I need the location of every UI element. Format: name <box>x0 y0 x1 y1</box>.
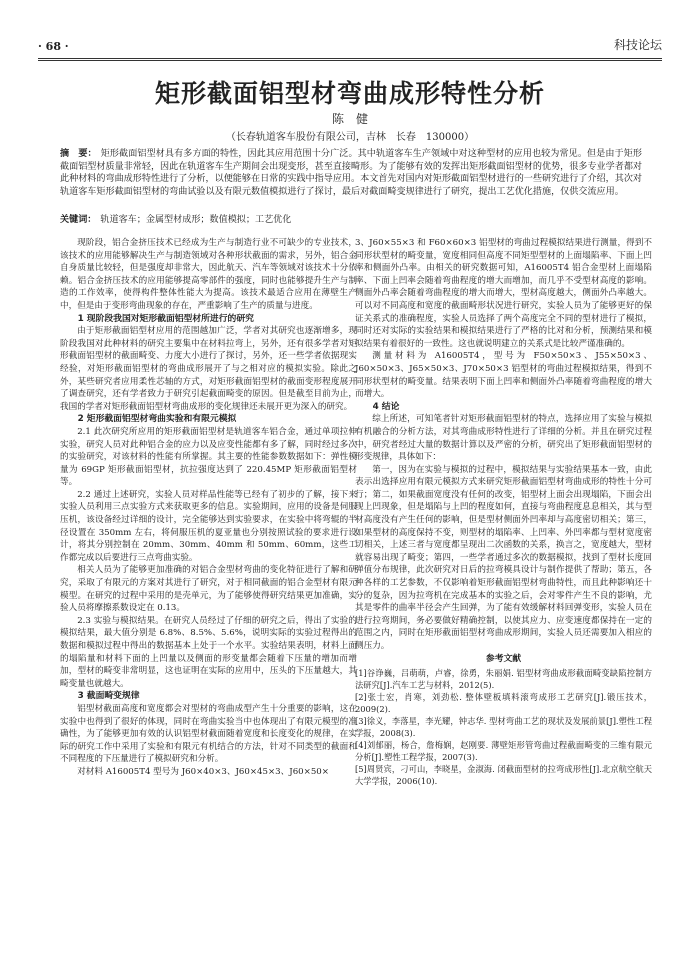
header-rule-top <box>38 58 662 59</box>
keywords-text: 轨道客车；金属型材成形；数值模拟；工艺优化 <box>100 215 292 225</box>
references-list <box>355 667 652 787</box>
paragraph: 第一，因为在实验与模拟的过程中，模拟结果与实验结果基本一致，由此表示出选择应用有限元模拟方式来研究矩形截面铝型材弯曲成形的特性十分可行；第二，如果截面宽度没有任何的改变，铝型材上面会出现塌陷，下面会出现上凹现象，但是塌陷与上凹的程度如何，直接与弯曲程度息息相关，其与型材高度没有产生任何的影响，但是型材侧面外凹率却与高度密切相关；第三，如果型材的高度保持不变，则型材的塌陷率、上凹率、外凹率都与型材宽度密切相关，上述三者与宽度都呈现出二次函数的关系，换言之，宽度越大，型材就容易出现了畸变；第四，一些学者通过多次的数据模拟，找到了型材长度回弹值分布规律，此次研究对日后的拉弯模具设计与制作提供了帮助；第五，各种各样的工艺参数，不仅影响着矩形截面铝型材弯曲特性，而且此种影响还十分的复杂，因为拉弯机在完成基本的实验之后，会对零件产生不良的影响，尤其是零件的曲率半径会产生回弹，为了能有效缓解材料回弹变形，实验人员在进行拉弯期间，务必要做好精确控制，以使其应力、应变速度都保持在一定的范围之内，同时在矩形截面铝型材弯曲成形期间，实验人员还需要加入相应的侧压力。 <box>355 464 652 651</box>
section-heading-2: 2 矩形截面铝型材弯曲实验和有限元模拟 <box>77 414 237 425</box>
section-heading-1: 1 现阶段我国对矩形截面铝型材所进行的研究 <box>77 313 254 324</box>
page-number: · 68 · <box>38 40 69 53</box>
paragraph: 综上所述，可知笔者针对矩形截面铝型材的特点，选择应用了实验与模拟有机融合的分析方法，对其弯曲成形特性进行了详细的分析。并且在研究过程中，研究者经过大量的数据计算以及严密的分析，研究出了矩形截面铝型材的形变规律，具体如下： <box>355 414 652 463</box>
reference-item: [1]谷诤巍，吕萌萌，卢睿，徐勇，朱丽娟. 铝型材弯曲成形截面畸变缺陷控制方法研究[J].汽车工艺与材料，2012(5). <box>355 668 652 691</box>
abstract-text: 矩形截面铝型材具有多方面的特性，因此其应用范围十分广泛。其中轨道客车生产领域中对这种型材的应用也较为常见。但是由于矩形截面铝型材质量非常轻，因此在轨道客车生产期间会出现变形，甚至直接畸形。为了能够有效的发挥出矩形截面铝型材的优势，很多专业学者都对此种材料的弯曲成形特性进行了分析，以便能够在日常的实践中指导应用。本文首先对国内对矩形截面铝型材进行的一些研究进行了介绍，其次对轨道客车矩形截面铝型材的弯曲试验以及有限元数值模拟进行了探讨，最后对截面畸变规律进行了研究，提出工艺优化措施，仅供交流应用。 <box>60 149 643 197</box>
reference-item: [4]刘郁丽，杨合，詹梅娴，赵刚要. 薄壁矩形管弯曲过程截面畸变的三维有限元分析[J].塑性工程学报，2007(3). <box>355 740 652 763</box>
abstract-label: 摘 要： <box>60 149 97 159</box>
paragraph: 2.1 此次研究所应用的矩形截面铝型材是轨道客车铝合金，通过单项拉伸实验，研究人员对此种铝合金的应力以及应变性能都有多了解，同时经过多次的实验研究，对该材料的性能有所掌握。其主要的性能参数数据如下：弹性模量为 69GP 矩形截面铝型材，抗拉强度达到了 220.45MP 矩形截面铝型材等。 <box>60 426 357 488</box>
paragraph: 2.2 通过上述研究，实验人员对样品性能等已经有了初步的了解，接下来实验人员利用三点实验方式来获取更多的信息。实验期间，应用的设备是伺服压机，该设备经过详细的设计，完全能够达到实验要求，在实验中将弯辊的半径设置在 350mm 左右，将伺服压机的夏亚量也分别按照试验的要求进行设计，将其分别控制在 20mm、30mm、40mm 和 50mm、60mm，这些工作都完成以后要进行三点弯曲实验。 <box>60 489 357 563</box>
running-header <box>38 36 662 56</box>
paragraph: 现阶段，铝合金挤压技术已经成为生产与制造行业不可缺少的专业技术，该技术的应用能够解决生产与制造领域对各种形状截面的需求，另外，铝合金自身质量比较轻，但是强度却非常大，因此航天、汽车等领域对该技术十分依赖。铝合金挤压技术的应用能够提高零部件的强度，同时也能够提升生产与制造的工作效率，使得构件整体性能大为提高。该技术最适合应用在薄壁生产中，但是由于变形弯曲现象的存在，严重影响了生产的质量与进度。 <box>60 238 357 311</box>
section-heading-4: 4 结论 <box>372 401 400 412</box>
paragraph: 测量材料为 A16005T4，型号为 F50×50×3、J55×50×3、J60×50×3、J65×50×3、J70×50×3 铝型材的弯曲过程模拟结果，得到不同形状型材的畸变量。结果表明下面上凹率和侧面外凸率随着弯曲程度的增大而增大。 <box>355 351 652 400</box>
reference-item: [3]徐义，李落星，李光耀，钟志华. 型材弯曲工艺的现状及发展前景[J].塑性工程学报，2008(3). <box>355 716 652 739</box>
paragraph: 相关人员为了能够更加准确的对铝合金型材弯曲的变化特征进行了解和研究，采取了有限元的方案对其进行了研究，对于相同截面的铝合金型材有限元模型。在研究的过程中采用的是壳单元，为了能够使得研究结果更加准确，实验人员将摩擦系数设定在 0.13。 <box>60 565 357 614</box>
keywords-label: 关键词： <box>60 215 97 225</box>
left-column <box>60 237 357 779</box>
paragraph: 对材料 A16005T4 型号为 J60×40×3、J60×45×3、J60×50× <box>77 766 329 777</box>
keywords <box>60 212 642 225</box>
reference-item: [5]周贤宾，刁可山，李晓星，金淑海. 闭截面型材的拉弯成形性[J].北京航空航天大学学报，2006(10). <box>355 764 652 787</box>
right-column <box>355 237 652 787</box>
author: 陈 健 <box>331 112 368 126</box>
section-heading-3: 3 截面畸变规律 <box>77 691 140 702</box>
affiliation: （长春轨道客车股份有限公司，吉林 长春 130000） <box>225 132 475 143</box>
references-heading: 参考文献 <box>485 653 522 664</box>
reference-item: [2]张士宏，肖寒，刘劲松. 整体壁板填料滚弯成形工艺研究[J].锻压技术，2009(2). <box>355 692 652 715</box>
paragraph: 铝型材截面高度和宽度都会对型材的弯曲成型产生十分重要的影响，这在实验中也得到了很好的体现，同时在弯曲实验当中也体现出了有限元模型的准确性，为了能够更加有效的认识铝型材截面随着宽度和长度变化的规律，在实际的研究工作中采用了实验和有限元有机结合的方法，针对不同类型的截面和不同程度的下压量进行了模拟研究和分析。 <box>60 703 357 765</box>
paragraph: 由于矩形截面铝型材应用的范围越加广泛，学者对其研究也逐渐增多，现阶段我国对此种材料的研究主要集中在材料拉弯上，另外，还有很多学者对矩形截面铝型材的截面畸变、力度大小进行了探讨，另外，还一些学者依据现实经验，对矩形截面铝型材的弯曲成形展开了与之相对应的模拟实验。除此之外，某些研究者应用柔性芯轴的方式，对矩形截面铝型材的截面变形程度展开了调查研究，还有学者致力于研究引起截面畸变的原因。但是截至目前为止，我国的学者对矩形截面铝型材弯曲成形的变化规律还未展开更为深入的研究。 <box>60 326 357 412</box>
header-rule-bottom <box>38 60 662 61</box>
abstract <box>60 148 642 198</box>
article-title: 矩形截面铝型材弯曲成形特性分析 <box>154 79 545 108</box>
journal-section-name: 科技论坛 <box>613 38 662 52</box>
paragraph: 2.3 实验与模拟结果。在研究人员经过了仔细的研究之后，得出了实验的模拟结果，最大值分别是 6.8%、8.5%、5.6%，说明实际的实验过程得出的数据和模拟过程中得出的数据基本上处于一个水平。实验结果表明，材料上面的塌陷量和材料下面的上凹量以及侧面的形变量都会随着下压量的增加而增加，型材的畸变非常明显，这也证明在实际的应用中，压头的下压量越大，其畸变量也就越大。 <box>60 615 357 689</box>
paragraph: 3、J60×55×3 和 F60×60×3 铝型材的弯曲过程模拟结果进行测量，得到不同形状型材的畸变量，宽度相同但高度不同矩型型材的上面塌陷率、下面上凹率和侧面外凸率。由相关的研究数据可知，A16005T4 铝合金型材上面塌陷率、下面上凹率会随着弯曲程度的增大而增加，而几乎不受型材高度的影响。侧面外凸率会随着弯曲程度的增大而增大，型材高度越大，侧面外凸率越大。可以对不同高度和宽度的截面畸形状况进行研究，实验人员为了能够更好的保证关系式的准确程度，实验人员选择了两个高度完全不同的型材进行了模拟，同时还对实际的实验结果和模拟结果进行了严格的比对和分析，预测结果和模拟结果有着很好的一致性。这也就说明建立的关系式是比较严谨准确的。 <box>355 238 652 349</box>
